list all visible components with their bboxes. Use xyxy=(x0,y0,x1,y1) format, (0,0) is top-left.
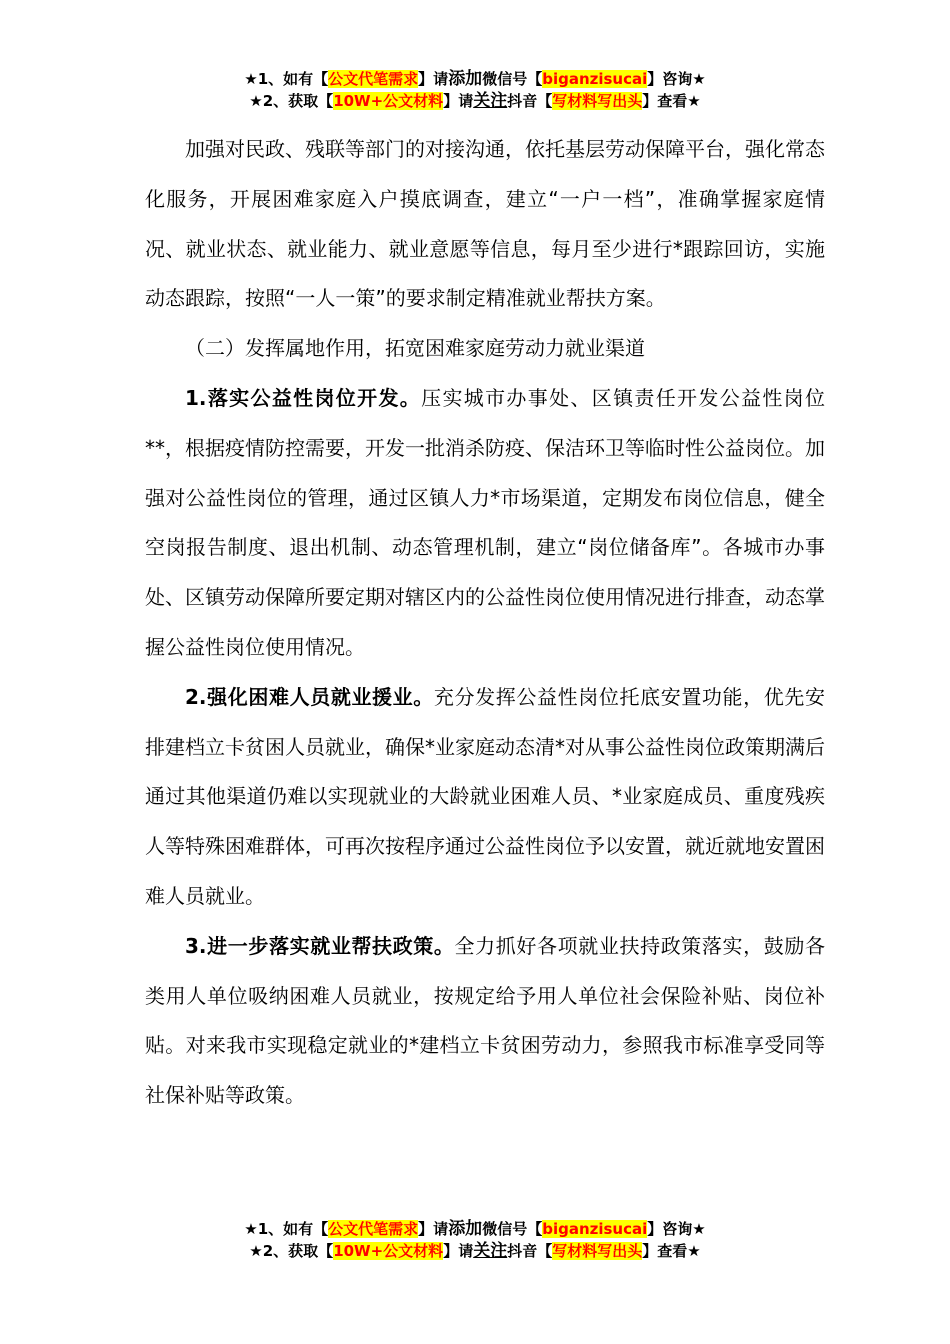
banner-text: 】查看★ xyxy=(642,92,701,110)
banner-text: ★2、获取【 xyxy=(249,1242,334,1260)
banner-highlight: 写材料写出头 xyxy=(552,92,643,110)
paragraph-lead: 1.落实公益性岗位开发。 xyxy=(185,385,422,410)
banner-line-2 xyxy=(0,90,950,112)
paragraph xyxy=(145,374,825,673)
banner-text: 抖音【 xyxy=(507,92,553,110)
banner-text: ★1、如有【 xyxy=(244,70,329,88)
banner-text: 关注 xyxy=(473,91,508,111)
banner-text: 】咨询★ xyxy=(647,70,706,88)
banner-text: 】请 xyxy=(418,1220,449,1238)
banner-text: 关注 xyxy=(473,1241,508,1261)
footer-banner xyxy=(0,1218,950,1262)
paragraph: 加强对民政、残联等部门的对接沟通，依托基层劳动保障平台，强化常态化服务，开展困难家庭入户摸底调查，建立“一户一档”，准确掌握家庭情况、就业状态、就业能力、就业意愿等信息，每月至少进行*跟踪回访，实施动态跟踪，按照“一人一策”的要求制定精准就业帮扶方案。 xyxy=(145,137,825,311)
paragraph-lead: 3.进一步落实就业帮扶政策。 xyxy=(185,933,455,958)
paragraph xyxy=(145,673,825,922)
banner-highlight: 公文代笔需求 xyxy=(328,70,419,88)
banner-text: ★2、获取【 xyxy=(249,92,334,110)
banner-line-1 xyxy=(0,1218,950,1240)
paragraph-text: 全力抓好各项就业扶持政策落实，鼓励各类用人单位吸纳困难人员就业，按规定给予用人单位社会保险补贴、岗位补贴。对来我市实现稳定就业的*建档立卡贫困劳动力，参照我市标准享受同等社保补贴等政策。 xyxy=(145,933,826,1108)
banner-text: 微信号【 xyxy=(482,70,543,88)
banner-highlight: biganzisucai xyxy=(542,70,648,88)
banner-highlight: 10W+公文材料 xyxy=(333,1242,444,1260)
paragraph-text: 压实城市办事处、区镇责任开发公益性岗位**，根据疫情防控需要，开发一批消杀防疫、保洁环卫等临时性公益岗位。加强对公益性岗位的管理，通过区镇人力*市场渠道，定期发布岗位信息，健全空岗报告制度、退出机制、动态管理机制，建立“岗位储备库”。各城市办事处、区镇劳动保障所要定期对辖区内的公益性岗位使用情况进行排查，动态掌握公益性岗位使用情况。 xyxy=(145,385,826,659)
paragraph xyxy=(145,922,825,1121)
banner-text: 】请 xyxy=(418,70,449,88)
header-banner xyxy=(0,68,950,112)
banner-text: 抖音【 xyxy=(507,1242,553,1260)
banner-text: ★1、如有【 xyxy=(244,1220,329,1238)
banner-text: 添加 xyxy=(448,69,483,89)
banner-line-1 xyxy=(0,68,950,90)
document-body xyxy=(145,125,825,1121)
banner-text: 】查看★ xyxy=(642,1242,701,1260)
banner-highlight: 10W+公文材料 xyxy=(333,92,444,110)
paragraph-text: 充分发挥公益性岗位托底安置功能，优先安排建档立卡贫困人员就业，确保*业家庭动态清*对从事公益性岗位政策期满后通过其他渠道仍难以实现就业的大龄就业困难人员、*业家庭成员、重度残疾人等特殊困难群体，可再次按程序通过公益性岗位予以安置，就近就地安置困难人员就业。 xyxy=(145,684,826,908)
banner-line-2 xyxy=(0,1240,950,1262)
banner-text: 】请 xyxy=(443,1242,474,1260)
banner-text: 】请 xyxy=(443,92,474,110)
banner-text: 微信号【 xyxy=(482,1220,543,1238)
banner-highlight: 公文代笔需求 xyxy=(328,1220,419,1238)
banner-text: 添加 xyxy=(448,1219,483,1239)
section-heading: （二）发挥属地作用，拓宽困难家庭劳动力就业渠道 xyxy=(185,336,645,361)
banner-highlight: 写材料写出头 xyxy=(552,1242,643,1260)
paragraph-lead: 2.强化困难人员就业援业。 xyxy=(185,684,434,709)
banner-text: 】咨询★ xyxy=(647,1220,706,1238)
banner-highlight: biganzisucai xyxy=(542,1220,648,1238)
